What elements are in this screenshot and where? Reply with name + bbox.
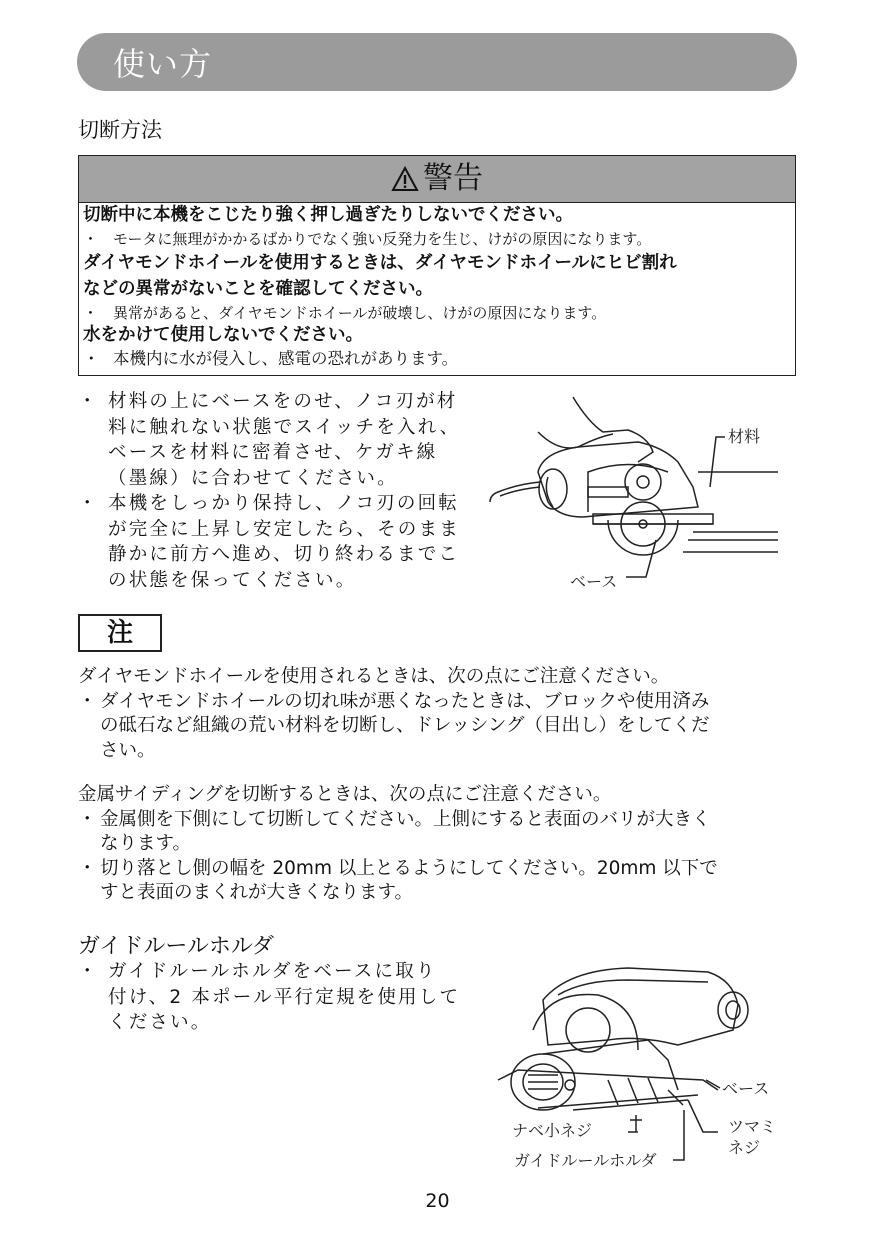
warning-title: 警告 [423, 161, 483, 196]
note-item: ・ 切り落とし側の幅を 20mm 以上とるようにしてください。20mm 以下で すと表面のまくれが大きくなります。 [78, 857, 718, 903]
warning-triangle-icon [391, 166, 419, 192]
note-intro-2: 金属サイディングを切断するときは、次の点にご注意ください。 [78, 784, 612, 805]
guide-rule-holder-illustration [488, 960, 788, 1175]
warning-note-2: ・ 異常があると、ダイヤモンドホイールが破壊し、けがの原因になります。 [83, 304, 607, 322]
warning-line-2a: ダイヤモンドホイールを使用するときは、ダイヤモンドホイールにヒビ割れ [83, 253, 677, 273]
warning-line-1: 切断中に本機をこじたり強く押し過ぎたりしないでください。 [83, 205, 573, 225]
figure-label-base: ベース [570, 572, 618, 591]
cutting-steps [78, 389, 478, 593]
note-intro: ダイヤモンドホイールを使用されるときは、次の点にご注意ください。 [78, 666, 670, 687]
step-item: ・ ガイドルールホルダをベースに取り 付け、2 本ポール平行定規を使用して ください。 [78, 961, 461, 1033]
note-body [78, 665, 798, 763]
section-heading-guide-rule-holder: ガイドルールホルダ [78, 934, 275, 959]
figure-label-holder: ガイドルールホルダ [514, 1151, 657, 1170]
figure-label-base-2: ベース [722, 1079, 770, 1098]
warning-note-3: ・ 本機内に水が侵入し、感電の恐れがあります。 [83, 349, 459, 368]
note-item: ・ ダイヤモンドホイールの切れ味が悪くなったときは、ブロックや使用済み の砥石など組織の荒い材料を切断し、ドレッシング（目出し）をしてくだ さい。 [78, 690, 710, 761]
warning-note-1: ・ モータに無理がかかるばかりでなく強い反発力を生じ、けがの原因になります。 [83, 230, 652, 248]
section-banner [77, 33, 797, 91]
figure-label-knob-line1: ツマミ [728, 1117, 777, 1136]
warning-line-3: 水をかけて使用しないでください。 [83, 325, 363, 345]
warning-header [79, 156, 795, 203]
section-heading-cutting: 切断方法 [78, 118, 162, 142]
warning-line-2b: などの異常がないことを確認してください。 [83, 279, 433, 299]
figure-label-material: 材料 [728, 427, 761, 446]
circular-saw-illustration [488, 392, 788, 597]
note-title: 注 [78, 614, 162, 652]
page-title: 使い方 [113, 45, 213, 83]
note-item: ・ 金属側を下側にして切断してください。上側にすると表面のバリが大きく なります。 [78, 808, 711, 854]
step-item: ・ 材料の上にベースをのせ、ノコ刃が材 料に触れない状態でスイッチを入れ、 ベースを材料に密着させ、ケガキ線 （墨線）に合わせてください。 [78, 391, 461, 489]
note-body-siding [78, 783, 798, 906]
figure-label-screw: ナベ小ネジ [512, 1121, 593, 1140]
step-item: ・ 本機をしっかり保持し、ノコ刃の回転 が完全に上昇し安定したら、そのまま 静かに前方へ進め、切り終わるまでこ の状態を保ってください。 [78, 493, 460, 591]
guide-rule-steps [78, 959, 478, 1036]
figure-label-knob-line2: ネジ [728, 1138, 761, 1157]
page-number: 20 [425, 1190, 450, 1212]
warning-box [78, 155, 796, 376]
